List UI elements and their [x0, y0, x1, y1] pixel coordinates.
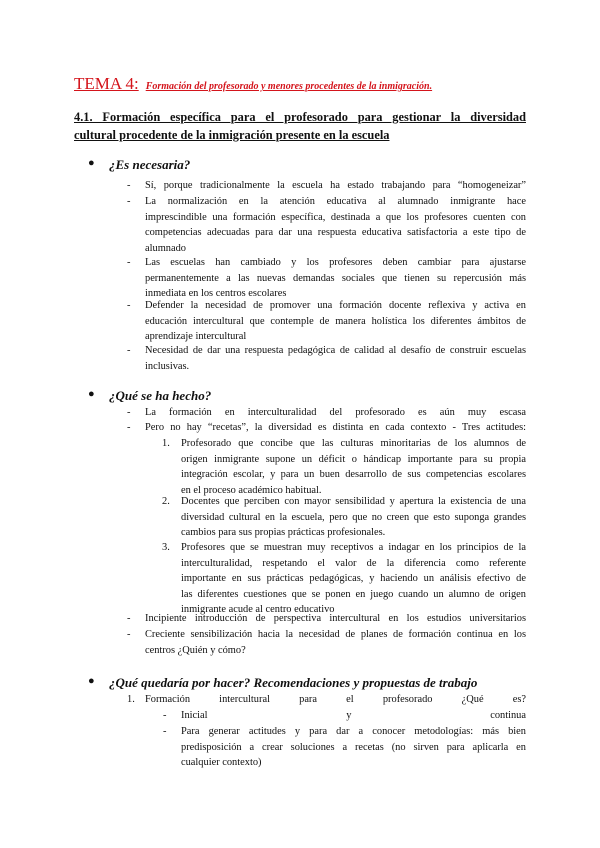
section-heading-line2: cultural procedente de la inmigración presente en la escuela: [74, 128, 390, 142]
dash-icon: -: [127, 407, 131, 418]
list-item: - Para generar actitudes y para dar a conocer metodologías: más bien predisposición a crear soluciones a recetas (no sirven para aplicarla en cualquier contexto): [163, 726, 526, 768]
question-what-remains: [88, 675, 478, 691]
bullet-icon: ●: [88, 157, 95, 169]
dash-icon: -: [127, 180, 131, 191]
question-what-has-been-done: [88, 388, 212, 404]
question-title: ¿Es necesaria?: [109, 157, 191, 172]
bullet-icon: ●: [88, 388, 95, 400]
attitude-item: 3. Profesores que se muestran muy receptivos a indagar en los principios de la interculturalidad, respetando el valor de la diferencia como referente importante en sus prácticas pedagógicas, y haciendo un análisis efectivo de las diferentes cuestiones que se ponen en juego cuando un alumno de origen inmigrante acude al centro educativo: [162, 542, 526, 615]
list-item: - La formación en interculturalidad del profesorado es aún muy escasa: [145, 405, 526, 421]
section-heading: [74, 108, 526, 144]
dash-icon: -: [127, 257, 131, 268]
list-item: - Las escuelas han cambiado y los profesores deben cambiar para ajustarse permanentemente a las nuevas demandas sociales que tienen su repercusión más inmediata en los centros escolares: [127, 257, 526, 299]
dash-icon: -: [127, 422, 131, 433]
section-heading-line1: 4.1. Formación específica para el profesorado para gestionar la diversidad: [74, 110, 526, 124]
list-item: - Sí, porque tradicionalmente la escuela ha estado trabajando para “homogeneizar”: [145, 178, 526, 194]
list-item: - Inicial y continua: [181, 708, 526, 724]
dash-icon: -: [127, 300, 131, 311]
question-title: ¿Qué se ha hecho?: [109, 388, 212, 403]
dash-icon: -: [127, 196, 131, 207]
list-item: - Necesidad de dar una respuesta pedagógica de calidad al desafío de construir escuelas inclusivas.: [127, 345, 526, 372]
dash-icon: -: [127, 345, 131, 356]
tema-subtitle: Formación del profesorado y menores procedentes de la inmigración.: [145, 81, 433, 92]
dash-icon: -: [127, 613, 131, 624]
tema-label: TEMA 4:: [74, 74, 139, 93]
list-item: - Incipiente introducción de perspectiva intercultural en los estudios universitarios: [145, 611, 526, 627]
document-title: [74, 74, 432, 94]
dash-icon: -: [163, 726, 167, 737]
list-item: - Creciente sensibilización hacia la necesidad de planes de formación continua en los centros ¿Quién y cómo?: [127, 629, 526, 656]
dash-icon: -: [127, 629, 131, 640]
bullet-icon: ●: [88, 675, 95, 687]
dash-icon: -: [163, 710, 167, 721]
attitude-item: 1. Profesorado que concibe que las culturas minoritarias de los alumnos de origen inmigrante supone un déficit o hándicap importante para su propia integración escolar, y para un buen desarrollo de sus competencias escolares en el proceso académico habitual.: [162, 438, 526, 496]
list-item: - Defender la necesidad de promover una formación docente reflexiva y activa en educación intercultural que contemple de manera holística los diferentes ámbitos de aprendizaje intercultural: [127, 300, 526, 342]
list-item: - Pero no hay “recetas”, la diversidad es distinta en cada contexto - Tres actitudes:: [145, 420, 526, 436]
question-is-necessary: [88, 157, 191, 173]
numbered-item: 1. Formación intercultural para el profesorado ¿Qué es?: [127, 694, 526, 705]
list-item: - La normalización en la atención educativa al alumnado inmigrante hace imprescindible una formación específica, destinada a que los profesores cuenten con competencias adecuadas para dar una respuesta educativa satisfactoria a este tipo de alumnado: [127, 196, 526, 254]
attitude-item: 2. Docentes que perciben con mayor sensibilidad y apertura la existencia de una diversidad cultural en la escuela, pero que no creen que esto suponga grandes cambios para sus propias prácticas profesionales.: [162, 496, 526, 538]
question-title: ¿Qué quedaría por hacer? Recomendaciones y propuestas de trabajo: [109, 675, 478, 690]
